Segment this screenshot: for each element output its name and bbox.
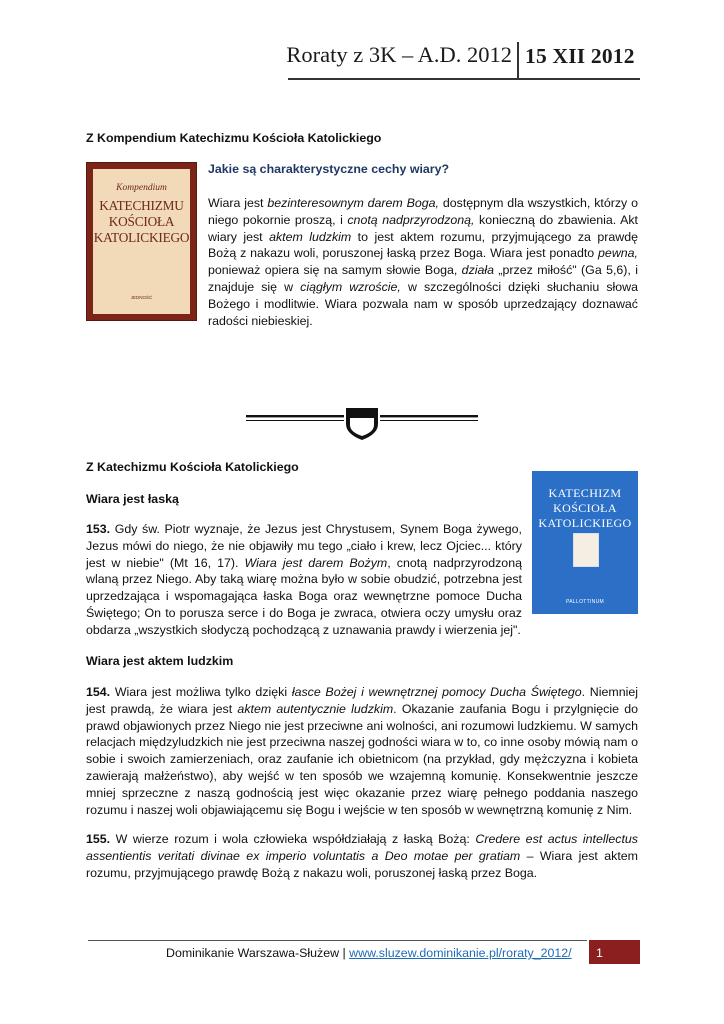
paragraph-text <box>86 831 638 881</box>
text-run: 155. <box>86 832 111 846</box>
text-run: 154. <box>86 685 111 699</box>
text-run: . Niemniej jest prawdą, że wiara jest <box>86 685 639 716</box>
document-date: 15 XII 2012 <box>525 44 635 68</box>
text-run: ponieważ opiera się na samym słowie Boga, <box>208 263 462 278</box>
text-run: Wiara jest <box>208 196 268 210</box>
text-run: łasce Bożej i wewnętrznej pomocy Ducha Świętego <box>291 685 582 699</box>
subheading-wiara-laska: Wiara jest łaską <box>86 492 179 506</box>
paragraph-154 <box>86 684 638 818</box>
text-run: „przez miłość" (Ga 5,6), i znajduje się w <box>208 263 638 294</box>
compendium-answer-paragraph <box>208 195 638 329</box>
kompendium-cover-image <box>86 162 197 321</box>
text-run: konieczną do zbawienia. Akt wiary jest <box>208 212 638 244</box>
paragraph-text <box>208 195 638 329</box>
text-run: W wierze rozum i wola człowieka współdziałają z łaską Bożą: <box>110 832 476 846</box>
header-divider <box>517 42 519 79</box>
text-run: , cnotą nadprzyrodzoną wlaną przez Niego. Aby taką wiarę można było w sobie obudzić, potrzebna jest uprzedzająca i wspomagająca łaska Boga oraz wewnętrzne pomoce Ducha Świętego; On to porusza serce i do Boga je zwraca, otwiera oczy umysłu oraz obdarza „wszystkich słodyczą pochodzącą z uznawania prawdy i wierzenia jej". <box>86 555 522 637</box>
document-title: Roraty z 3K – A.D. 2012 <box>286 42 512 67</box>
text-run: działa <box>461 263 495 278</box>
text-run: aktem ludzkim <box>269 229 352 244</box>
footer-rule <box>88 940 640 941</box>
text-run: bezinteresownym darem Boga, <box>267 196 439 210</box>
footer-org: Dominikanie Warszawa-Służew | <box>166 946 350 960</box>
text-run: Gdy św. Piotr wyznaje, że Jezus jest Chrystusem, Synem Boga żywego, Jezus mówi do niego, że nie objawiły mu tego „ciało i krew, lecz Ojciec... który jest w niebie" (Mt 16, 17). <box>86 522 522 570</box>
text-run: dostępnym dla wszystkich, którzy o niego pokornie proszą, i <box>208 196 638 227</box>
ornament-divider-icon <box>246 404 478 442</box>
section-title-kompendium: Z Kompendium Katechizmu Kościoła Katolickiego <box>86 131 382 145</box>
cover-line: Kompendium <box>116 183 167 193</box>
text-run: aktem autentycznie ludzkim <box>237 701 394 716</box>
katechizm-cover-image <box>532 471 638 614</box>
subheading-akt-ludzki: Wiara jest aktem ludzkim <box>86 654 234 668</box>
question-heading: Jakie są charakterystyczne cechy wiary? <box>208 162 450 176</box>
cover-line: KOŚCIOŁA <box>108 214 175 229</box>
cover-line: KATECHIZM <box>548 486 622 500</box>
page-number: 1 <box>596 946 603 960</box>
cover-line: KATOLICKIEGO <box>93 230 190 245</box>
text-run: w szczególności dzięki słuchaniu słowa Bożego i modlitwie. Wiara pozwala nam w sposób uprzedzający doznawać radości niebieskiej. <box>208 279 638 328</box>
cover-line: KOŚCIOŁA <box>553 501 617 515</box>
section-title-katechizm: Z Katechizmu Kościoła Katolickiego <box>86 460 299 474</box>
text-run: to jest aktem rozumu, przyjmującego za prawdę Bożą z nakazu woli, poruszonej łaską przez Boga. Wiara jest ponadto <box>208 229 638 261</box>
cover-line: KATECHIZMU <box>99 198 184 213</box>
header-rule <box>288 78 640 80</box>
cover-illustration <box>573 533 599 567</box>
cover-publisher: PALLOTTINUM <box>566 599 604 605</box>
cover-line: KATOLICKIEGO <box>538 516 632 530</box>
text-run: cnotą nadprzyrodzoną, <box>347 212 475 227</box>
paragraph-text <box>86 684 638 818</box>
cover-publisher: JEDNOŚĆ <box>130 295 153 300</box>
text-run: pewna, <box>598 246 638 261</box>
text-run: Credere est actus intellectus assentientis veritati divinae ex imperio voluntatis a Deo motae per gratiam <box>86 832 638 863</box>
text-run: 153. <box>86 522 111 536</box>
page-number-box <box>587 940 640 964</box>
text-run: – Wiara jest aktem rozumu, przyjmującego prawdę Bożą z nakazu woli, poruszonej łaską przez Boga. <box>86 848 638 880</box>
paragraph-155 <box>86 831 638 881</box>
paragraph-153 <box>86 521 522 639</box>
footer-link[interactable]: www.sluzew.dominikanie.pl/roraty_2012/ <box>349 946 572 960</box>
paragraph-text <box>86 521 522 639</box>
text-run: Wiara jest możliwa tylko dzięki <box>110 685 292 699</box>
text-run: Wiara jest darem Bożym <box>244 555 388 570</box>
text-run: ciągłym wzroście, <box>300 279 401 294</box>
text-run: . Okazanie zaufania Bogu i przylgnięcie do prawd objawionych przez Niego nie jest przeciwne ani wolności, ani rozumowi ludzkiemu. W samych relacjach międzyludzkich nie jest przeciwna naszej godności wiara w to, co inne osoby mówią nam o sobie i swoich zamierzeniach, oraz zaufanie ich obietnicom (na przykład, gdy mężczyzna i kobieta zawierają małżeństwo), aby wejść w ten sposób we wzajemną komunię. Konsekwentnie jeszcze mniej sprzeczne z naszą godnością jest więc okazanie przez wiarę pełnego poddania naszego rozumu i naszej woli objawiającemu się Bogu i wejście w ten sposób w wewnętrzną komunię z Nim. <box>86 701 638 817</box>
footer-text <box>166 946 572 960</box>
